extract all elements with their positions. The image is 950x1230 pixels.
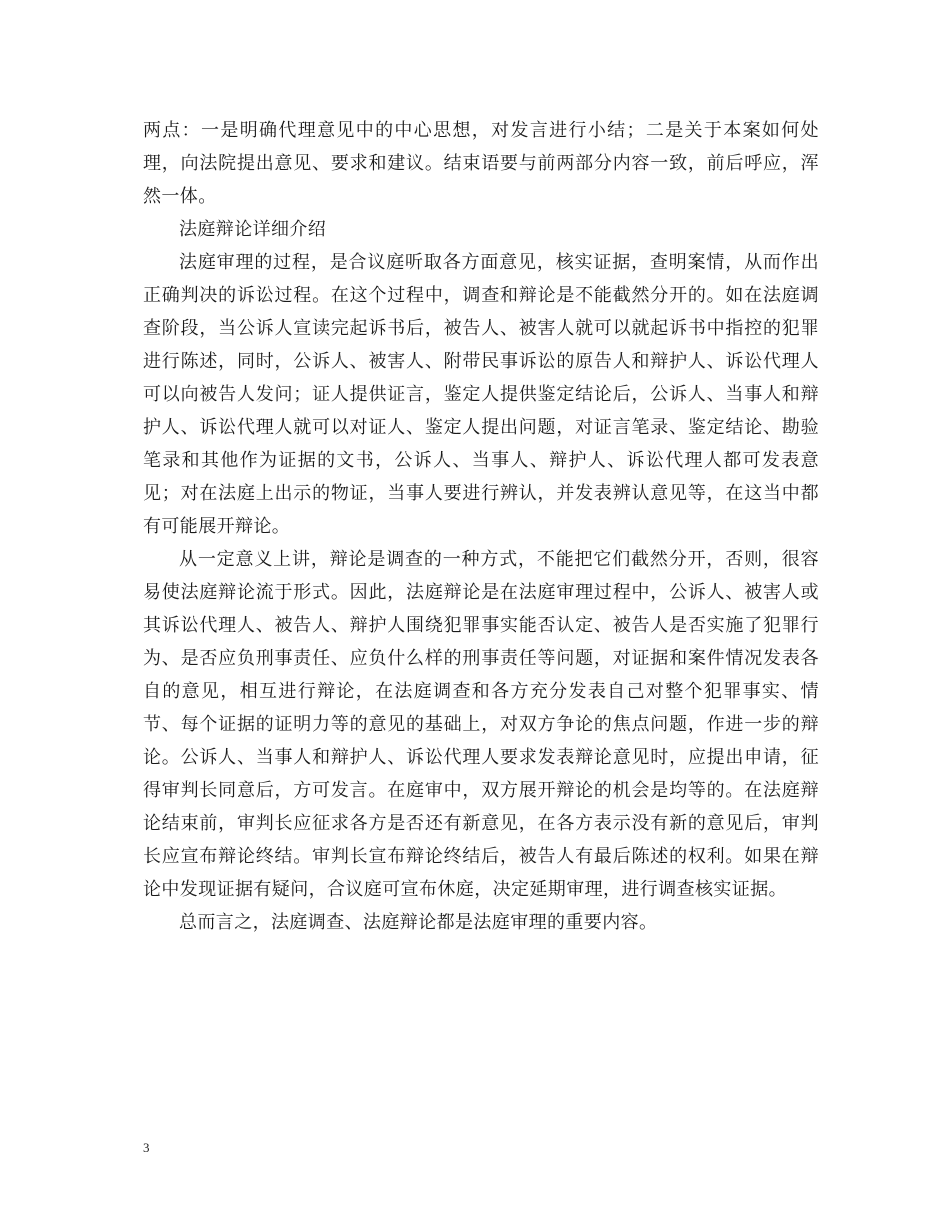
document-body xyxy=(143,114,819,939)
paragraph-conclusion: 总而言之，法庭调查、法庭辩论都是法庭审理的重要内容。 xyxy=(179,912,658,933)
paragraph-continuation: 两点：一是明确代理意见中的中心思想，对发言进行小结；二是关于本案如何处理，向法院提出意见、要求和建议。结束语要与前两部分内容一致，前后呼应，浑然一体。 xyxy=(143,120,819,207)
section-heading: 法庭辩论详细介绍 xyxy=(179,219,327,240)
page-number: 3 xyxy=(143,1140,150,1155)
paragraph-debate-definition: 从一定意义上讲，辩论是调查的一种方式，不能把它们截然分开，否则，很容易使法庭辩论流于形式。因此，法庭辩论是在法庭审理过程中，公诉人、被害人或其诉讼代理人、被告人、辩护人围绕犯罪事实能否认定、被告人是否实施了犯罪行为、是否应负刑事责任、应负什么样的刑事责任等问题，对证据和案件情况发表各自的意见，相互进行辩论，在法庭调查和各方充分发表自己对整个犯罪事实、情节、每个证据的证明力等的意见的基础上，对双方争论的焦点问题，作进一步的辩论。公诉人、当事人和辩护人、诉讼代理人要求发表辩论意见时，应提出申请，征得审判长同意后，方可发言。在庭审中，双方展开辩论的机会是均等的。在法庭辩论结束前，审判长应征求各方是否还有新意见，在各方表示没有新的意见后，审判长应宣布辩论终结。审判长宣布辩论终结后，被告人有最后陈述的权利。如果在辩论中发现证据有疑问，合议庭可宣布休庭，决定延期审理，进行调查核实证据。 xyxy=(143,549,819,900)
paragraph-court-trial-process: 法庭审理的过程，是合议庭听取各方面意见，核实证据，查明案情，从而作出正确判决的诉讼过程。在这个过程中，调查和辩论是不能截然分开的。如在法庭调查阶段，当公诉人宣读完起诉书后，被告人、被害人就可以就起诉书中指控的犯罪进行陈述，同时，公诉人、被害人、附带民事诉讼的原告人和辩护人、诉讼代理人可以向被告人发问；证人提供证言，鉴定人提供鉴定结论后，公诉人、当事人和辩护人、诉讼代理人就可以对证人、鉴定人提出问题，对证言笔录、鉴定结论、勘验笔录和其他作为证据的文书，公诉人、当事人、辩护人、诉讼代理人都可发表意见；对在法庭上出示的物证，当事人要进行辨认，并发表辨认意见等，在这当中都有可能展开辩论。 xyxy=(143,252,819,537)
